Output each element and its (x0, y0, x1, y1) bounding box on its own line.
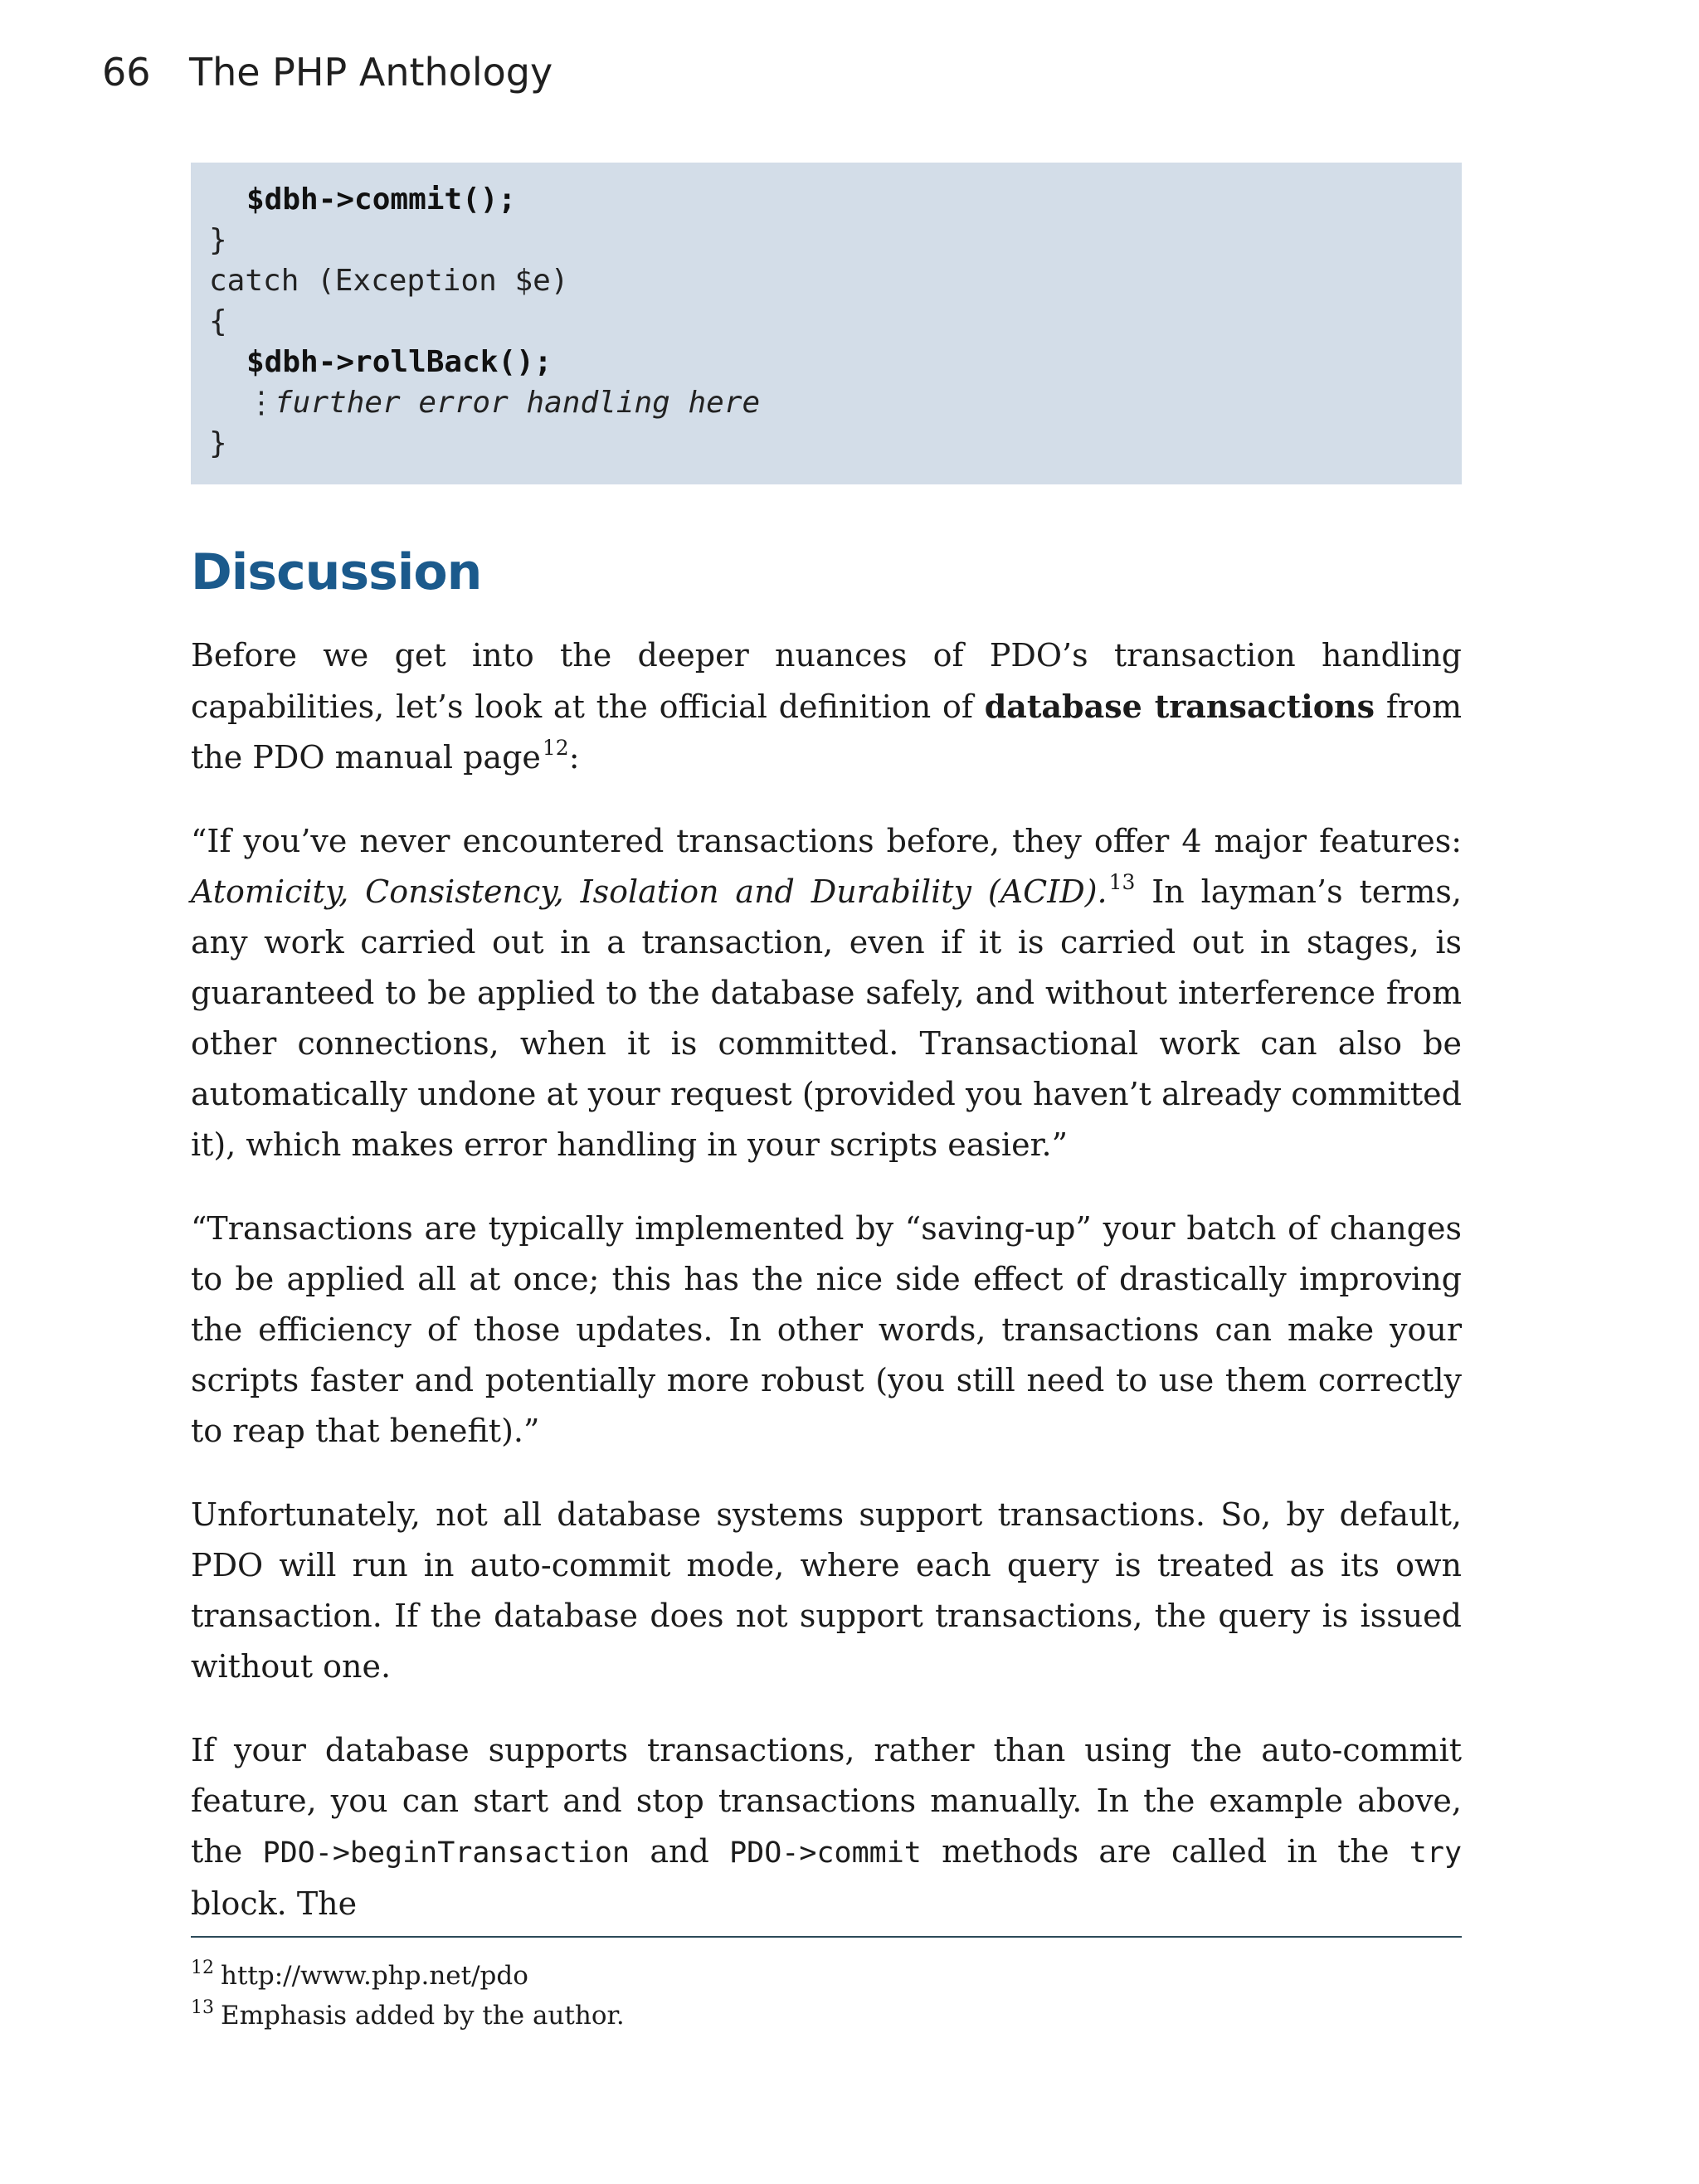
code-line: $dbh->rollBack(); (246, 345, 553, 379)
code-line: $dbh->commit(); (246, 182, 517, 216)
book-title: The PHP Anthology (189, 50, 553, 95)
footnote-number: 13 (191, 1997, 214, 2018)
code-line: catch (Exception $e) (209, 264, 569, 298)
footnote-link[interactable]: http://www.php.net/pdo (221, 1961, 528, 1991)
code-line: } (209, 426, 227, 460)
inline-code: PDO->commit (729, 1836, 922, 1870)
footnotes (191, 1956, 1462, 2036)
paragraph: “Transactions are typically implemented by “saving-up” your batch of changes to be applied all at once; this has the nice side effect of drastically improving the efficiency of those updates. In other words, transactions can make your scripts faster and potentially more robust (you still need to use them correctly to reap that benefit).” (191, 1210, 1462, 1449)
text-run: “If you’ve never encountered transactions before, they offer 4 major features: (191, 823, 1462, 859)
text-run: In layman’s terms, any work carried out in a transaction, even if it is carried out in stages, is guaranteed to be applied to the database safely, and without interference from other connections, when it is committed. Transactional work can also be automatically undone at your request (provided you haven’t already committed it), which makes error handling in your scripts easier.” (191, 873, 1462, 1163)
footnote (191, 1996, 1462, 2036)
paragraph (191, 1725, 1462, 1929)
vertical-ellipsis-icon: ⋮ (246, 386, 276, 420)
paragraph: Unfortunately, not all database systems support transactions. So, by default, PDO will run in auto-commit mode, where each query is treated as its own transaction. If the database does not support transactions, the query is issued without one. (191, 1496, 1462, 1685)
footnote-reference: 13 (1108, 870, 1136, 894)
code-line (209, 382, 1443, 423)
text-run: Before we get into the deeper nuances of PDO’s transaction handling capabilities, let’s look at the official definition of (191, 637, 1462, 725)
running-head (102, 50, 553, 95)
inline-code: try (1409, 1836, 1463, 1870)
emphasis: Atomicity, Consistency, Isolation and Durability (ACID). (191, 873, 1108, 910)
paragraph (191, 630, 1462, 783)
code-line: } (209, 223, 227, 257)
footnote-reference: 12 (542, 736, 569, 760)
code-line: { (209, 304, 227, 338)
text-run: and (630, 1833, 730, 1870)
text-run: : (568, 739, 580, 776)
footnote-text: Emphasis added by the author. (221, 2001, 625, 2031)
bold-term: database transactions (984, 688, 1375, 725)
section-heading: Discussion (191, 543, 482, 601)
paragraph (191, 816, 1462, 1170)
body-text (191, 630, 1462, 1963)
page-number: 66 (102, 50, 151, 95)
text-run: methods are called in the (921, 1833, 1409, 1870)
code-listing (191, 163, 1462, 484)
text-run: If your database supports transactions, rather than using the auto-commit feature, you can start and stop transactions manually. In the example above, the (191, 1732, 1462, 1870)
inline-code: PDO->beginTransaction (262, 1836, 630, 1870)
text-run: block. The (191, 1885, 358, 1922)
code-comment: further error handling here (275, 386, 761, 420)
text-run: from the PDO manual page (191, 688, 1462, 776)
footnote-number: 12 (191, 1958, 214, 1978)
footnote (191, 1956, 1462, 1996)
footnote-divider (191, 1936, 1462, 1938)
